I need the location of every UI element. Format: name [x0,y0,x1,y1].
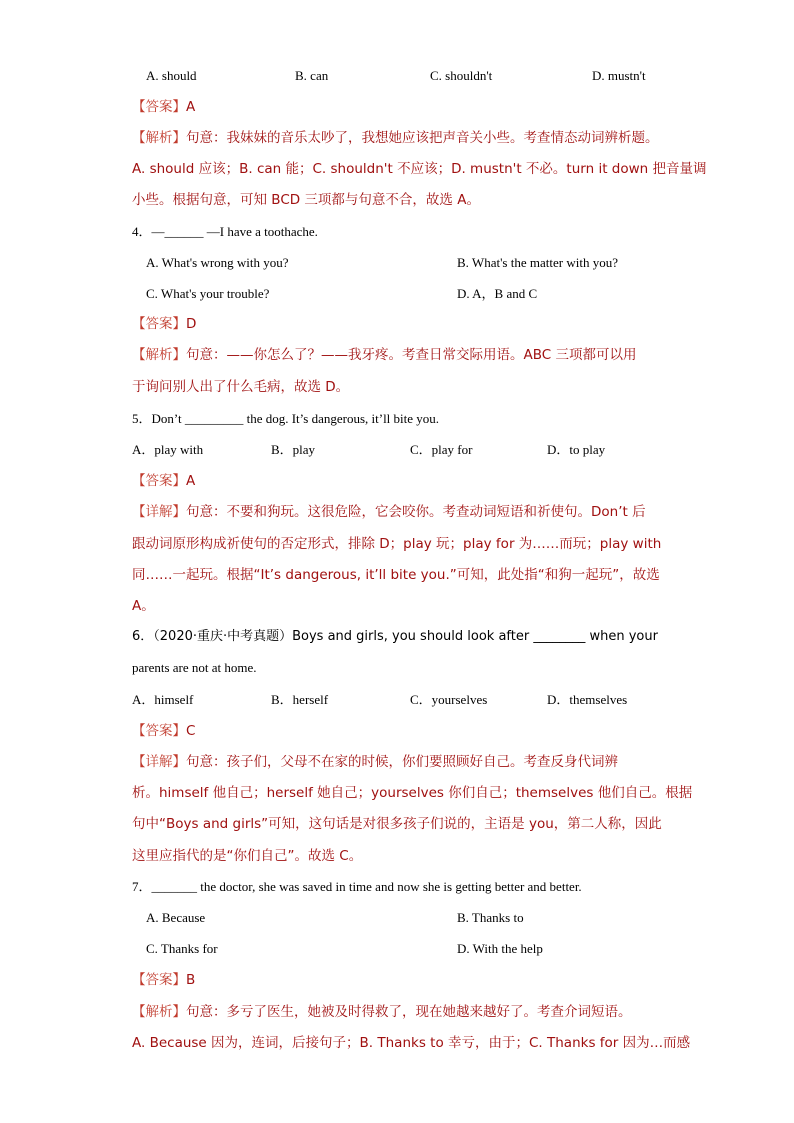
q6-analysis-line-2: 析。himself 他自己；herself 她自己；yourselves 你们自己；themselves 他们自己。根据 [132,785,693,801]
q4-option-a: A. What's wrong with you? [146,255,289,270]
answer-tag: 【答案】 [132,723,186,739]
analysis-text: 句意：我妹妹的音乐太吵了，我想她应该把声音关小些。考查情态动词辨析题。 [186,130,659,146]
q5-stem: 5．Don’t _________ the dog. It’s dangerous, it’ll bite you. [132,411,440,426]
q5-analysis-line-4: A。 [132,598,155,614]
q6-stem-line-1: 6．（2020·重庆·中考真题）Boys and girls, you should look after ________ when your [132,629,658,644]
q6-analysis-line-1 [132,753,618,771]
q4-analysis-line-2: 于询问别人出了什么毛病，故选 D。 [132,379,350,395]
q5-analysis-line-1 [132,503,646,521]
answer-tag: 【答案】 [132,99,186,115]
analysis-text: 句意：不要和狗玩。这很危险，它会咬你。考查动词短语和祈使句。Don’t 后 [186,504,646,520]
q3-analysis-line-2: A. should 应该；B. can 能；C. shouldn't 不应该；D. mustn't 不必。turn it down 把音量调 [132,161,707,177]
q7-option-c: C. Thanks for [146,941,218,956]
analysis-tag: 【解析】 [132,347,186,363]
analysis-tag: 【详解】 [132,504,186,520]
q3-option-c: C. shouldn't [430,68,493,83]
q7-option-b: B. Thanks to [457,910,524,925]
q7-analysis-line-2: A. Because 因为，连词，后接句子；B. Thanks to 幸亏，由于；C. Thanks for 因为…而感 [132,1035,691,1051]
q6-option-a: A．himself [132,692,194,707]
q6-stem-line-2: parents are not at home. [132,660,257,675]
q4-option-c: C. What's your trouble? [146,286,270,301]
answer-letter: B [186,972,196,988]
q6-analysis-line-4: 这里应指代的是“你们自己”。故选 C。 [132,848,363,864]
answer-letter: A [186,99,196,115]
answer-tag: 【答案】 [132,972,186,988]
answer-tag: 【答案】 [132,473,186,489]
q5-analysis-line-3: 同……一起玩。根据“It’s dangerous, it’ll bite you.”可知，此处指“和狗一起玩”，故选 [132,567,660,583]
q3-analysis-line-3: 小些。根据句意，可知 BCD 三项都与句意不合，故选 A。 [132,192,480,208]
q6-option-d: D．themselves [547,692,628,707]
q4-answer [132,315,196,333]
answer-tag: 【答案】 [132,316,186,332]
q7-stem: 7．_______ the doctor, she was saved in time and now she is getting better and better. [132,879,582,894]
q5-answer [132,472,195,490]
q5-analysis-line-2: 跟动词原形构成祈使句的否定形式，排除 D；play 玩；play for 为……而玩；play with [132,536,662,552]
q3-answer [132,98,195,116]
q5-option-b: B．play [271,442,316,457]
q6-option-c: C．yourselves [410,692,488,707]
q3-option-d: D. mustn't [592,68,646,83]
q3-option-b: B. can [295,68,329,83]
q6-answer [132,722,195,740]
analysis-text: 句意：多亏了医生，她被及时得救了，现在她越来越好了。考查介词短语。 [186,1004,632,1020]
q7-analysis-line-1 [132,1003,632,1021]
answer-letter: A [186,473,196,489]
q5-option-d: D．to play [547,442,606,457]
analysis-text: 句意：孩子们，父母不在家的时候，你们要照顾好自己。考查反身代词辨 [186,754,618,770]
q7-answer [132,971,195,989]
analysis-tag: 【解析】 [132,130,186,146]
analysis-tag: 【解析】 [132,1004,186,1020]
answer-letter: C [186,723,196,739]
q7-option-a: A. Because [146,910,206,925]
q5-option-a: A．play with [132,442,204,457]
q4-option-b: B. What's the matter with you? [457,255,618,270]
analysis-text: 句意：——你怎么了？——我牙疼。考查日常交际用语。ABC 三项都可以用 [186,347,637,363]
q7-option-d: D. With the help [457,941,543,956]
q4-stem: 4．—______ —I have a toothache. [132,224,318,239]
q5-option-c: C．play for [410,442,473,457]
q4-analysis-line-1 [132,346,636,364]
q3-analysis-line-1 [132,129,659,147]
q4-option-d: D. A，B and C [457,286,538,301]
q3-option-a: A. should [146,68,197,83]
answer-letter: D [186,316,197,332]
q6-analysis-line-3: 句中“Boys and girls”可知，这句话是对很多孩子们说的，主语是 you，第二人称，因此 [132,816,662,832]
analysis-tag: 【详解】 [132,754,186,770]
q6-option-b: B．herself [271,692,329,707]
